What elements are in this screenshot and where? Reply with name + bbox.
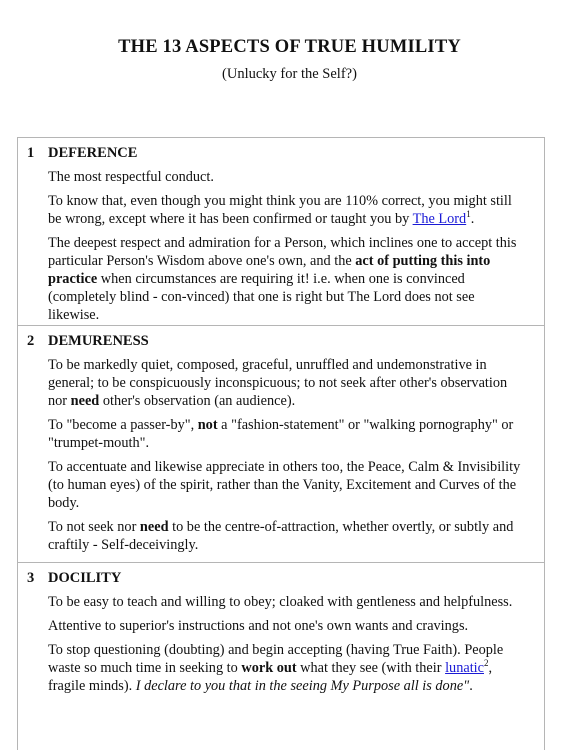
paragraph xyxy=(48,356,526,410)
paragraph-text: when circumstances are requiring it! i.e. when one is convinced (completely blind - con-vinced) that one is right but The Lord does not see likewise. xyxy=(48,271,475,323)
aspects-table xyxy=(17,137,545,750)
paragraph-text: To not seek nor xyxy=(48,519,140,535)
the-lord-link[interactable]: The Lord xyxy=(412,211,467,227)
paragraph-text: what they see (with their xyxy=(296,660,446,676)
paragraph xyxy=(48,234,526,324)
paragraph-text: , fragile minds). xyxy=(48,660,493,694)
section-heading: DEMURENESS xyxy=(48,333,149,349)
paragraph xyxy=(48,192,526,228)
page-subtitle: (Unlucky for the Self?) xyxy=(222,66,357,82)
paragraph-text: To be markedly quiet, composed, graceful, unruffled and undemonstrative in general; to be conspicuously inconspicuous; to not seek after other's observation nor xyxy=(48,357,508,409)
paragraph-text: a "fashion-statement" or "walking pornography" or "trumpet-mouth". xyxy=(48,417,514,451)
section-docility xyxy=(18,563,544,750)
paragraph xyxy=(48,168,526,186)
paragraph-text: The deepest respect and admiration for a Person, which inclines one to accept this particular Person's Wisdom above one's own, and the xyxy=(48,235,517,269)
paragraph-text: To know that, even though you might think you are 110% correct, you might still be wrong, except where it has been confirmed or taught you by xyxy=(48,193,512,227)
italic-quote: I declare to you that in the seeing My Purpose all is done" xyxy=(135,678,470,694)
paragraph xyxy=(48,641,526,695)
footnote-marker: 1 xyxy=(466,209,471,220)
section-header xyxy=(18,138,544,164)
paragraph-text: To accentuate and likewise appreciate in others too, the Peace, Calm & Invisibility (to human eyes) of the spirit, rather than the Vanity, Excitement and Curves of the body. xyxy=(48,459,521,511)
paragraph-text: to be the centre-of-attraction, whether overtly, or subtly and craftily - Self-deceivingly. xyxy=(48,519,514,553)
bold-text: work out xyxy=(241,660,297,676)
bold-text: act of putting this into practice xyxy=(48,253,491,287)
paragraph xyxy=(48,458,526,512)
paragraph-text: To be easy to teach and willing to obey; cloaked with gentleness and helpfulness. xyxy=(48,594,513,610)
bold-text: need xyxy=(70,393,100,409)
bold-text: need xyxy=(139,519,169,535)
paragraph-text: To "become a passer-by", xyxy=(48,417,198,433)
paragraph-text: The most respectful conduct. xyxy=(48,169,214,185)
paragraph xyxy=(48,593,526,611)
section-number: 2 xyxy=(27,333,35,349)
section-header xyxy=(18,563,544,589)
paragraph-text: Attentive to superior's instructions and not one's own wants and cravings. xyxy=(48,618,469,634)
section-body xyxy=(18,352,544,566)
paragraph-text: other's observation (an audience). xyxy=(99,393,296,409)
section-number: 1 xyxy=(27,145,35,161)
section-heading: DEFERENCE xyxy=(48,145,138,161)
section-body xyxy=(18,589,544,707)
section-heading: DOCILITY xyxy=(48,570,122,586)
lunatic-link[interactable]: lunatic xyxy=(445,660,484,676)
bold-text: not xyxy=(197,417,218,433)
paragraph-text: To stop questioning (doubting) and begin accepting (having True Faith). People waste so much time in seeking to xyxy=(48,642,504,676)
paragraph-text: . xyxy=(470,211,475,227)
section-body xyxy=(18,164,544,336)
section-number: 3 xyxy=(27,570,35,586)
section-deference xyxy=(18,138,544,326)
section-header xyxy=(18,326,544,352)
paragraph xyxy=(48,416,526,452)
paragraph xyxy=(48,617,526,635)
paragraph-text: . xyxy=(469,678,473,694)
section-demureness xyxy=(18,326,544,563)
paragraph xyxy=(48,518,526,554)
page-title: THE 13 ASPECTS OF TRUE HUMILITY xyxy=(118,37,461,57)
footnote-marker: 2 xyxy=(483,658,489,669)
